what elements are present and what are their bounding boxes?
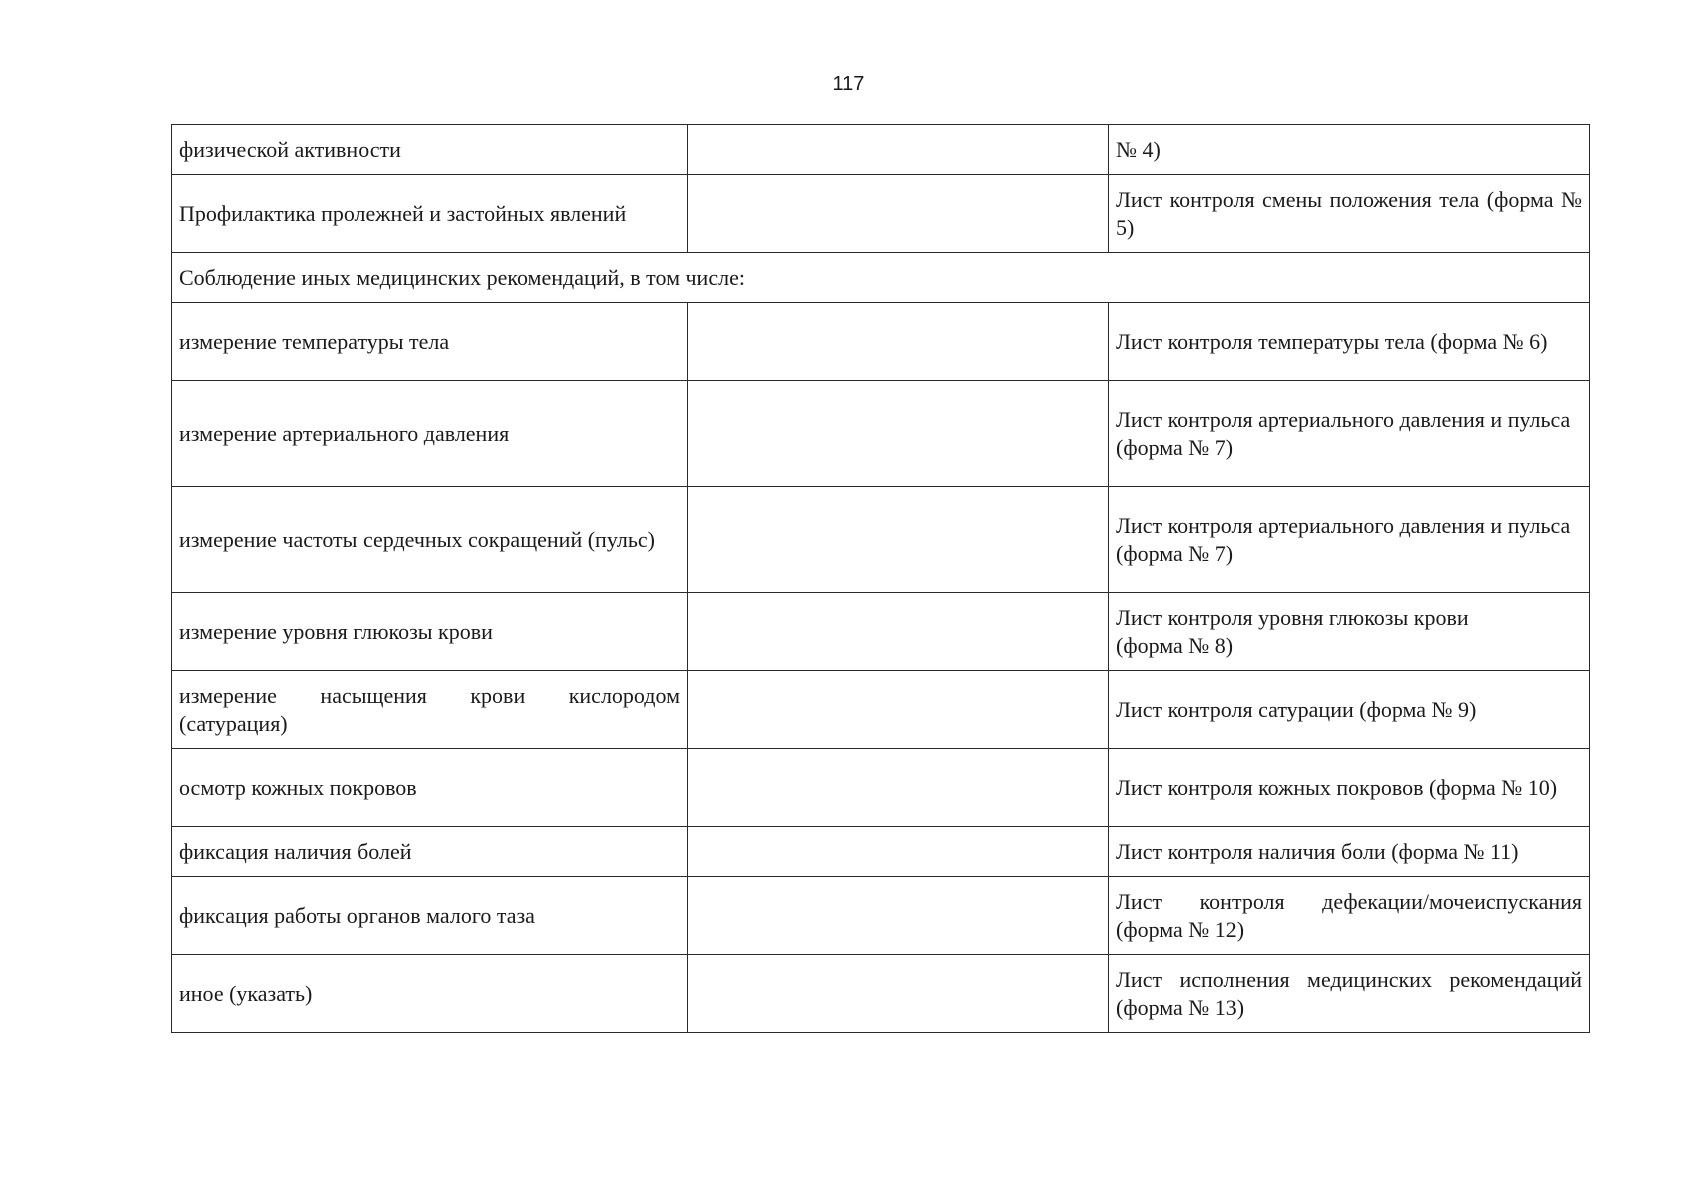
empty-cell [688, 877, 1109, 955]
table-row [172, 749, 1590, 827]
activity-cell: фиксация работы органов малого таза [172, 877, 688, 955]
activity-cell: Профилактика пролежней и застойных явлений [172, 175, 688, 253]
section-row [172, 253, 1590, 303]
form-cell: Лист исполнения медицинских рекомендаций (форма № 13) [1109, 955, 1590, 1033]
activity-cell: измерение частоты сердечных сокращений (пульс) [172, 487, 688, 593]
form-title: Лист контроля уровня глюкозы крови [1116, 604, 1469, 630]
section-heading-cell: Соблюдение иных медицинских рекомендаций, в том числе: [172, 253, 1590, 303]
table-row [172, 381, 1590, 487]
table-row [172, 671, 1590, 749]
table-row [172, 827, 1590, 877]
form-cell [1109, 487, 1590, 593]
activity-cell: измерение температуры тела [172, 303, 688, 381]
activity-cell: физической активности [172, 125, 688, 175]
form-cell: Лист контроля наличия боли (форма № 11) [1109, 827, 1590, 877]
table-row [172, 487, 1590, 593]
empty-cell [688, 381, 1109, 487]
activity-cell: осмотр кожных покровов [172, 749, 688, 827]
form-cell: Лист контроля кожных покровов (форма № 10) [1109, 749, 1590, 827]
table-row [172, 877, 1590, 955]
form-number: (форма № 7) [1116, 540, 1234, 566]
activity-cell: измерение артериального давления [172, 381, 688, 487]
care-plan-table [171, 124, 1590, 1033]
empty-cell [688, 487, 1109, 593]
form-number: (форма № 8) [1116, 632, 1234, 658]
table-row [172, 125, 1590, 175]
table-row [172, 593, 1590, 671]
empty-cell [688, 955, 1109, 1033]
empty-cell [688, 827, 1109, 877]
form-cell: Лист контроля смены положения тела (форма № 5) [1109, 175, 1590, 253]
activity-cell: иное (указать) [172, 955, 688, 1033]
empty-cell [688, 593, 1109, 671]
form-cell: Лист контроля температуры тела (форма № 6) [1109, 303, 1590, 381]
form-number: (форма № 7) [1116, 434, 1234, 460]
activity-cell: измерение насыщения крови кислородом (сатурация) [172, 671, 688, 749]
activity-cell: фиксация наличия болей [172, 827, 688, 877]
form-cell [1109, 593, 1590, 671]
form-title: Лист контроля артериального давления и пульса [1116, 406, 1571, 432]
form-cell: Лист контроля дефекации/мочеиспускания (форма № 12) [1109, 877, 1590, 955]
empty-cell [688, 303, 1109, 381]
empty-cell [688, 749, 1109, 827]
table-row [172, 303, 1590, 381]
empty-cell [688, 175, 1109, 253]
form-title: Лист контроля артериального давления и пульса [1116, 512, 1571, 538]
form-cell: Лист контроля сатурации (форма № 9) [1109, 671, 1590, 749]
empty-cell [688, 125, 1109, 175]
empty-cell [688, 671, 1109, 749]
activity-cell: измерение уровня глюкозы крови [172, 593, 688, 671]
page-number: 117 [832, 73, 865, 95]
form-cell [1109, 381, 1590, 487]
table-row [172, 175, 1590, 253]
table-row [172, 955, 1590, 1033]
form-cell: № 4) [1109, 125, 1590, 175]
